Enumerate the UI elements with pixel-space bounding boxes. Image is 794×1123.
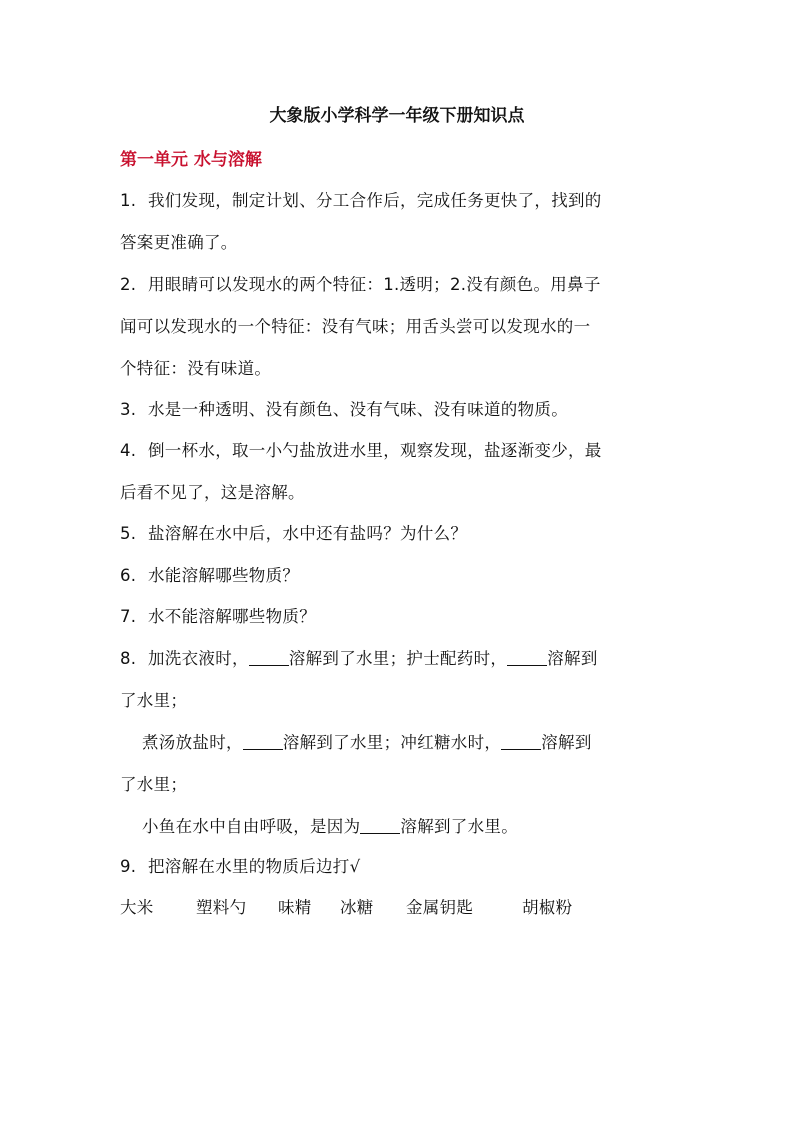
- item-number: 6.: [120, 566, 137, 585]
- item-text: 用眼睛可以发现水的两个特征：1.透明；2.没有颜色。用鼻子: [148, 275, 601, 294]
- fill-blank[interactable]: [360, 817, 400, 834]
- fill-blank[interactable]: [507, 649, 547, 666]
- fill-blank[interactable]: [249, 649, 289, 666]
- item-text: 溶解到了水里；护士配药时，: [288, 649, 508, 668]
- item-text: 盐溶解在水中后，水中还有盐吗？为什么？: [148, 524, 468, 543]
- options-row: [120, 887, 676, 929]
- list-item-6: [120, 555, 676, 597]
- item-text: 水能溶解哪些物质？: [148, 566, 300, 585]
- item-text: 我们发现，制定计划、分工合作后，完成任务更快了，找到的: [148, 191, 602, 210]
- list-item-8: [120, 638, 676, 848]
- item-4-line-2: 后看不见了，这是溶解。: [120, 483, 305, 502]
- item-text: 溶解到: [547, 649, 598, 668]
- unit-heading: 第一单元 水与溶解: [120, 150, 262, 170]
- option-item[interactable]: 金属钥匙: [406, 898, 474, 917]
- item-text: 溶解到了水里；冲红糖水时，: [282, 733, 502, 752]
- item-7-line-1: [120, 596, 676, 638]
- item-text: 煮汤放盐时，: [142, 733, 243, 752]
- list-item-9: [120, 846, 676, 888]
- item-number: 4.: [120, 441, 137, 460]
- item-text: 水是一种透明、没有颜色、没有气味、没有味道的物质。: [148, 400, 568, 419]
- item-text: 溶解到了水里。: [400, 817, 519, 836]
- item-text: 把溶解在水里的物质后边打√: [148, 857, 361, 876]
- list-item-7: [120, 596, 676, 638]
- item-8-line-2: 了水里；: [120, 691, 188, 710]
- fill-blank[interactable]: [501, 733, 541, 750]
- option-item[interactable]: 塑料勺: [196, 898, 247, 917]
- item-1-line-2: 答案更准确了。: [120, 233, 238, 252]
- item-text: 溶解到: [541, 733, 592, 752]
- list-item-4: [120, 430, 676, 514]
- item-5-line-1: [120, 513, 676, 555]
- fill-blank[interactable]: [243, 733, 283, 750]
- item-number: 9.: [120, 857, 137, 876]
- list-item-2: [120, 264, 676, 390]
- item-text: 水不能溶解哪些物质？: [148, 607, 316, 626]
- item-number: 7.: [120, 607, 137, 626]
- item-number: 1.: [120, 191, 137, 210]
- item-2-line-2: 闻可以发现水的一个特征：没有气味；用舌头尝可以发现水的一: [120, 317, 591, 336]
- item-9-line-1: [120, 846, 676, 888]
- document-title: 大象版小学科学一年级下册知识点: [269, 106, 525, 126]
- item-4-line-1: [120, 430, 676, 472]
- option-item[interactable]: 味精: [278, 898, 312, 917]
- list-item-5: [120, 513, 676, 555]
- item-8-line-3: [120, 722, 676, 764]
- item-number: 3.: [120, 400, 137, 419]
- item-number: 5.: [120, 524, 137, 543]
- option-item[interactable]: 大米: [120, 898, 154, 917]
- item-text: 倒一杯水，取一小勺盐放进水里，观察发现，盐逐渐变少，最: [148, 441, 602, 460]
- option-item[interactable]: 冰糖: [340, 898, 374, 917]
- item-8-line-5: [120, 806, 676, 848]
- item-3-line-1: [120, 389, 676, 431]
- item-number: 8.: [120, 649, 137, 668]
- item-8-line-1: [120, 638, 676, 680]
- item-text: 加洗衣液时，: [148, 649, 249, 668]
- item-8-line-4: 了水里；: [120, 775, 188, 794]
- item-2-line-1: [120, 264, 676, 306]
- list-item-3: [120, 389, 676, 431]
- option-item[interactable]: 胡椒粉: [522, 898, 573, 917]
- item-number: 2.: [120, 275, 137, 294]
- item-text: 小鱼在水中自由呼吸，是因为: [142, 817, 361, 836]
- item-2-line-3: 个特征：没有味道。: [120, 359, 272, 378]
- item-6-line-1: [120, 555, 676, 597]
- item-1-line-1: [120, 180, 676, 222]
- list-item-1: [120, 180, 676, 264]
